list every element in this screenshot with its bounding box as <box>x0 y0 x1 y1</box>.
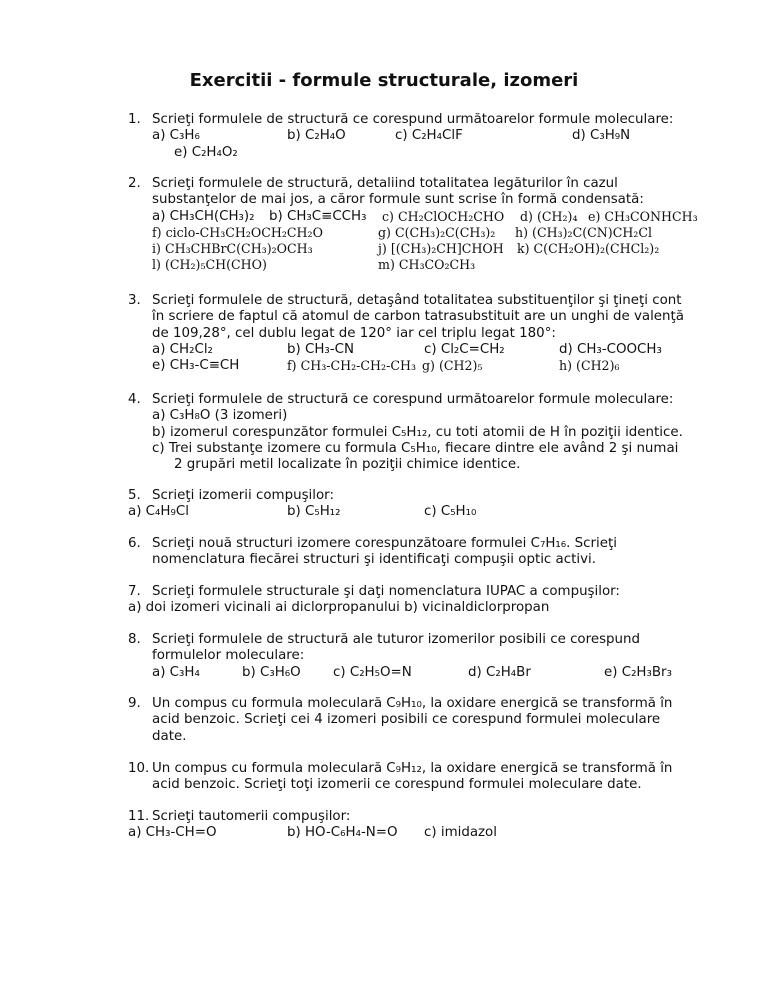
item-f: f) ciclo-CH₃CH₂OCH₂CH₂O <box>152 224 323 240</box>
item-a: a) C₃H₄ <box>152 664 200 680</box>
item-b: b) C₂H₄O <box>287 128 346 144</box>
exercise-text: acid benzoic. Scrieţi toţi izomerii ce corespund formulei moleculare date. <box>152 777 642 793</box>
exercise-number: 6. <box>128 536 141 551</box>
exercise-10 <box>128 761 708 794</box>
exercise-1 <box>128 112 708 161</box>
exercise-7 <box>128 584 708 617</box>
exercise-text: Scrieţi formulele de structură, detaşând totalitatea substituenţilor şi ţineţi cont <box>152 293 682 308</box>
item-e: e) C₂H₄O₂ <box>174 144 238 160</box>
item-d: d) CH₃-COOCH₃ <box>559 341 662 357</box>
exercise-2 <box>128 176 708 274</box>
item-c: c) Trei substanţe izomere cu formula C₅H₁₀, fiecare dintre ele având 2 şi numai <box>152 440 679 456</box>
item-b: b) C₅H₁₂ <box>287 504 341 520</box>
item-g: g) C(CH₃)₂C(CH₃)₂ <box>378 224 496 240</box>
item-d: d) C₂H₄Br <box>468 664 531 680</box>
item-h: h) (CH2)₆ <box>559 358 620 374</box>
exercise-text: nomenclatura fiecărei structuri şi identificaţi compuşii optic activi. <box>152 552 596 568</box>
exercise-text: Scrieţi formulele de structură ce corespund următoarelor formule moleculare: <box>152 392 674 407</box>
exercise-text: Scrieţi formulele de structură, detaliind totalitatea legăturilor în cazul <box>152 176 618 191</box>
exercise-text: formulelor moleculare: <box>152 648 305 664</box>
exercise-4 <box>128 392 708 473</box>
exercise-text: Un compus cu formula moleculară C₉H₁₀, la oxidare energică se transformă în <box>152 696 673 711</box>
item-a: a) CH₃CH(CH₃)₂ <box>152 208 255 224</box>
item-b: b) CH₃-CN <box>287 341 354 357</box>
exercise-text: de 109,28°, cel dublu legat de 120° iar cel triplu legat 180°: <box>152 325 556 341</box>
item-l: l) (CH₂)₅CH(CHO) <box>152 257 267 273</box>
exercise-number: 1. <box>128 112 141 127</box>
exercise-3 <box>128 293 708 374</box>
exercise-8 <box>128 632 708 681</box>
exercise-number: 4. <box>128 392 141 407</box>
item-f: f) CH₃-CH₂-CH₂-CH₃ <box>287 358 417 374</box>
exercise-number: 10. <box>128 761 150 776</box>
exercise-text: Un compus cu formula moleculară C₉H₁₂, la oxidare energică se transformă în <box>152 761 673 776</box>
item-a: a) CH₂Cl₂ <box>152 341 213 357</box>
item-a: a) C₃H₈O (3 izomeri) <box>152 408 288 424</box>
item-b: b) HO-C₆H₄-N=O <box>287 825 398 841</box>
exercise-6 <box>128 536 708 569</box>
exercise-number: 3. <box>128 293 141 308</box>
exercise-text: date. <box>152 728 187 744</box>
item-i: i) CH₃CHBrC(CH₃)₂OCH₃ <box>152 241 313 257</box>
item-g: g) (CH2)₅ <box>422 358 483 374</box>
exercise-number: 9. <box>128 696 141 711</box>
item-d: d) (CH₂)₄ <box>520 208 578 224</box>
item-b: b) CH₃C≡CCH₃ <box>269 208 367 224</box>
exercise-text: acid benzoic. Scrieţi cei 4 izomeri posibili ce corespund formulei moleculare <box>152 712 661 728</box>
exercise-text: Scrieţi formulele de structură ce corespund următoarelor formule moleculare: <box>152 112 674 127</box>
exercise-text: în scriere de faptul că atomul de carbon tatrasubstituit are un unghi de valenţă <box>152 309 684 325</box>
exercise-9 <box>128 696 708 745</box>
exercise-number: 7. <box>128 584 141 599</box>
item-c: c) C₂H₄ClF <box>395 128 463 144</box>
exercise-number: 8. <box>128 632 141 647</box>
item-m: m) CH₃CO₂CH₃ <box>378 257 476 273</box>
item-h: h) (CH₃)₂C(CN)CH₂Cl <box>515 224 653 240</box>
page-title: Exercitii - formule structurale, izomeri <box>189 70 579 91</box>
item-a: a) CH₃-CH=O <box>128 825 217 841</box>
exercise-number: 5. <box>128 488 141 503</box>
exercise-text: Scrieţi tautomerii compuşilor: <box>152 809 351 824</box>
exercise-text: Scrieţi formulele structurale şi daţi nomenclatura IUPAC a compuşilor: <box>152 584 620 599</box>
item-a: a) C₃H₆ <box>152 128 200 144</box>
exercise-text: Scrieţi formulele de structură ale tuturor izomerilor posibili ce corespund <box>152 632 641 647</box>
exercise-5 <box>128 488 708 521</box>
item-c: c) imidazol <box>424 825 497 841</box>
item-d: d) C₃H₉N <box>572 128 631 144</box>
exercise-text: substanţelor de mai jos, a căror formule sunt scrise în formă condensată: <box>152 192 644 208</box>
exercise-number: 2. <box>128 176 141 191</box>
item-e: e) CH₃CONHCH₃ <box>588 208 698 224</box>
exercise-text: Scrieţi nouă structuri izomere corespunzătoare formulei C₇H₁₆. Scrieţi <box>152 536 617 551</box>
exercise-11 <box>128 809 708 842</box>
item-a: a) C₄H₉Cl <box>128 504 189 520</box>
item-c: c) CH₂ClOCH₂CHO <box>382 208 505 224</box>
item-b: b) C₃H₆O <box>242 664 301 680</box>
item-j: j) [(CH₃)₂CH]CHOH <box>378 241 504 257</box>
item-c: c) C₅H₁₀ <box>424 504 477 520</box>
item-b: b) izomerul corespunzător formulei C₅H₁₂, cu toti atomii de H în poziţii identice. <box>152 424 683 440</box>
exercise-text: Scrieţi izomerii compuşilor: <box>152 488 334 503</box>
item-a: a) doi izomeri vicinali ai diclorpropanului b) vicinaldiclorpropan <box>128 600 550 616</box>
exercise-number: 11. <box>128 809 150 824</box>
item-c: c) Cl₂C=CH₂ <box>424 341 505 357</box>
item-k: k) C(CH₂OH)₂(CHCl₂)₂ <box>517 241 660 257</box>
item-c-continued: 2 grupări metil localizate în poziţii chimice identice. <box>174 457 521 473</box>
item-e: e) C₂H₃Br₃ <box>604 664 672 680</box>
item-e: e) CH₃-C≡CH <box>152 358 240 374</box>
item-c: c) C₂H₅O=N <box>333 664 412 680</box>
